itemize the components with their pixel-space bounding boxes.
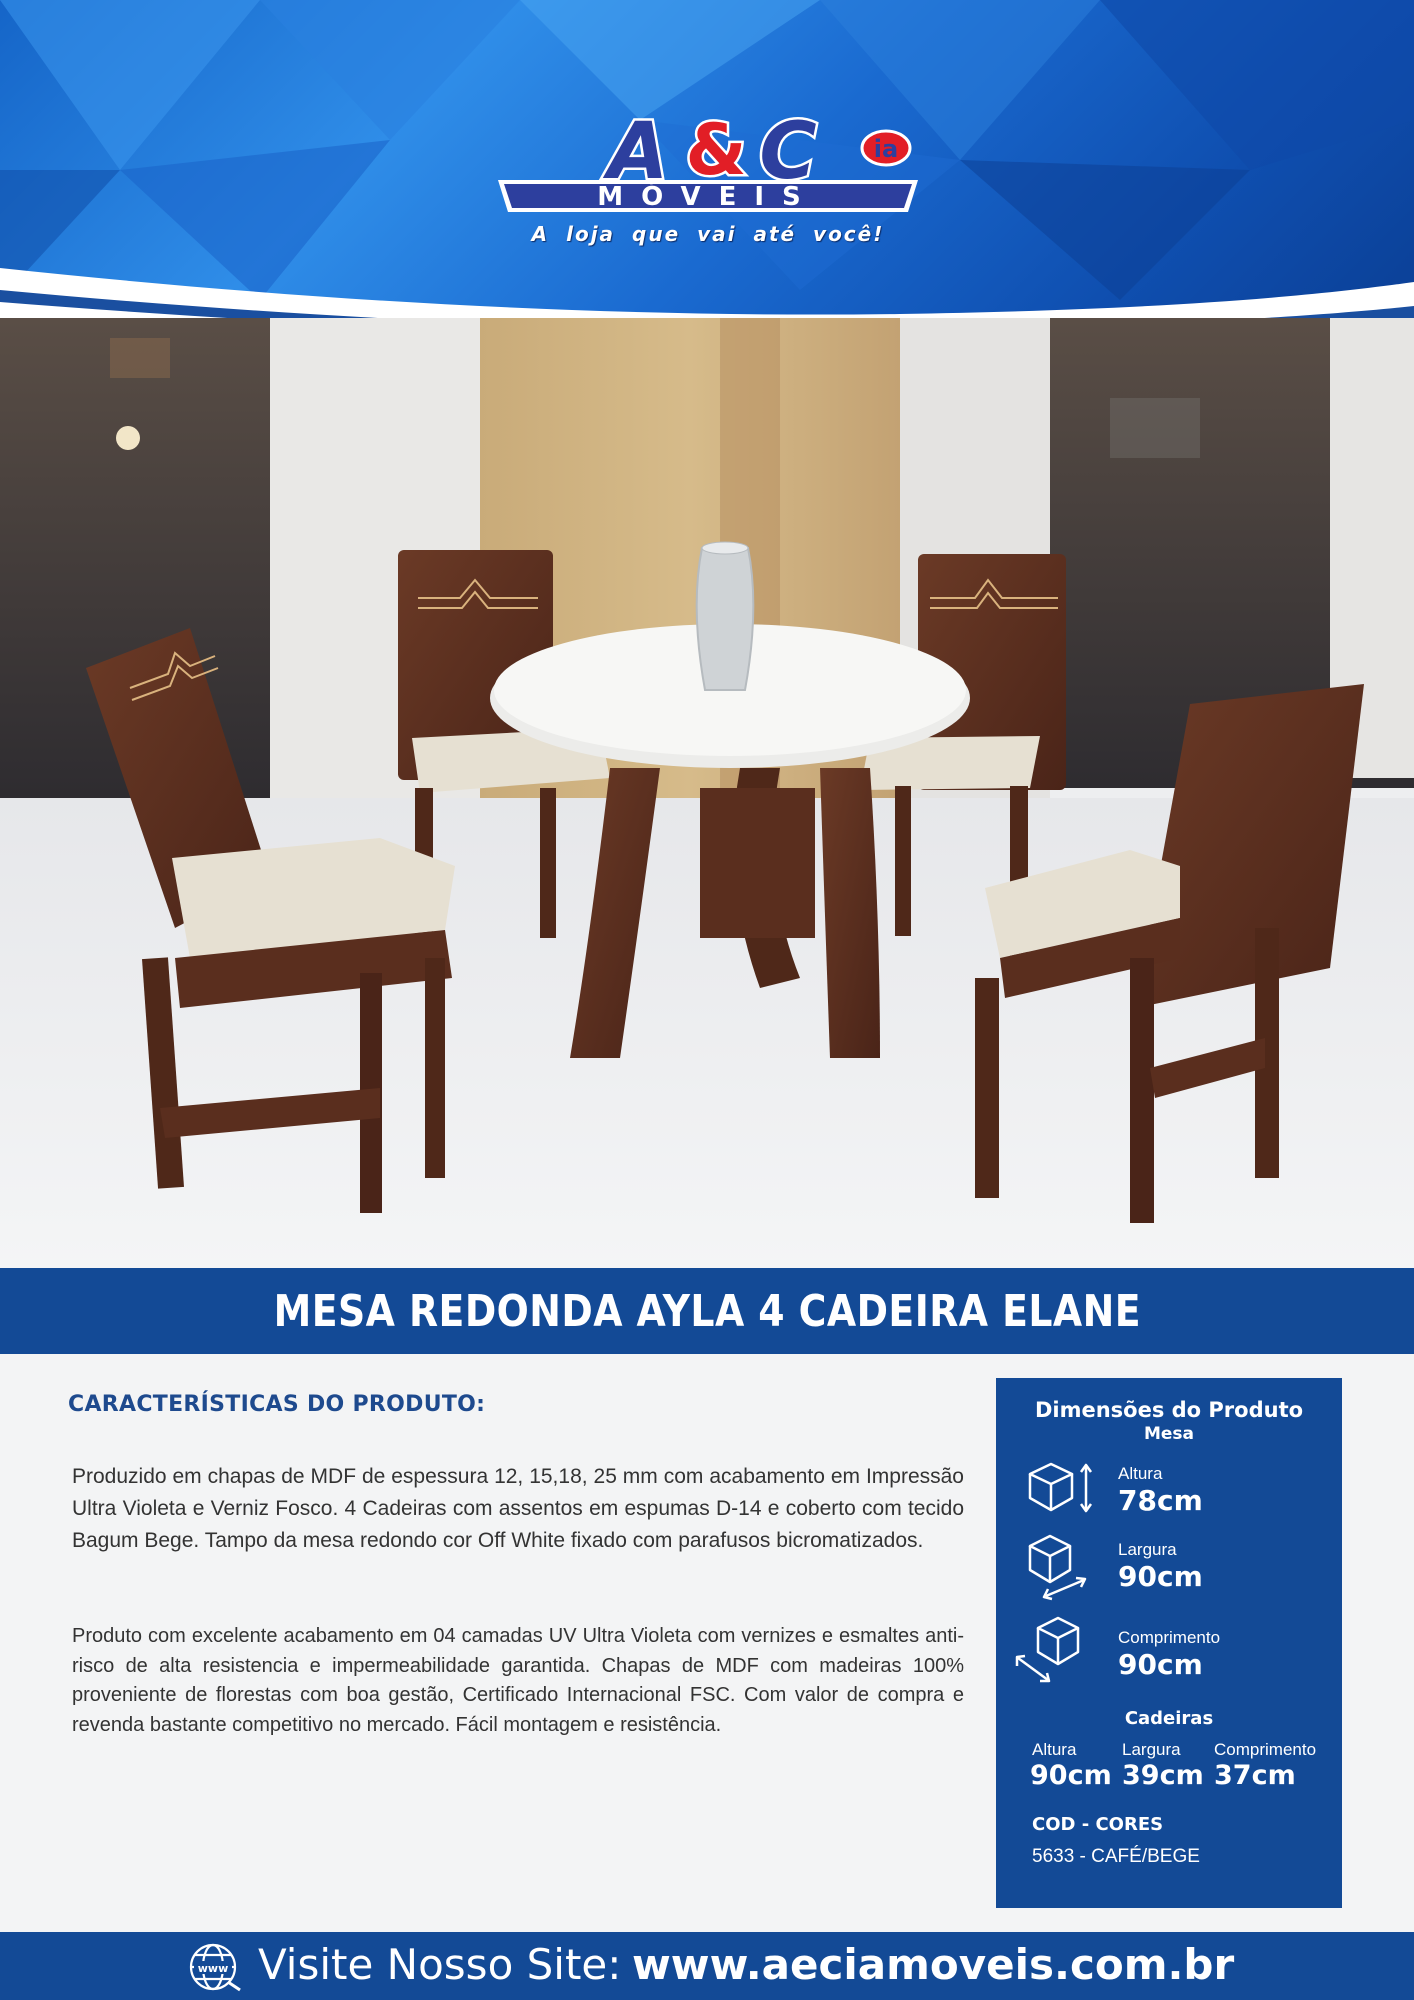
features-paragraph-1: Produzido em chapas de MDF de espessura 12, 15,18, 25 mm com acabamento em Impressão Ultra Violeta e Verniz Fosco. 4 Cadeiras com assentos em espumas D-14 e coberto com tecido Bagum Bege. Tampo da mesa redondo cor Off White fixado com parafusos bicromatizados. <box>72 1465 964 1552</box>
table-width-label: Largura <box>1118 1540 1177 1559</box>
chair-width-value: 39cm <box>1122 1760 1204 1791</box>
chair-width-label: Largura <box>1122 1740 1181 1759</box>
product-title: MESA REDONDA AYLA 4 CADEIRA ELANE <box>273 1285 1141 1337</box>
footer-label: Visite Nosso Site: <box>258 1940 622 1989</box>
cod-heading: COD - CORES <box>1032 1814 1164 1835</box>
svg-text:C: C <box>759 112 817 197</box>
table-length-value: 90cm <box>1118 1648 1203 1681</box>
cube-height-icon <box>1026 1458 1096 1518</box>
chair-length-value: 37cm <box>1214 1760 1296 1791</box>
features-paragraph-2: Produto com excelente acabamento em 04 camadas UV Ultra Violeta com vernizes e esmaltes anti-risco de alta resistencia e impermeabilidade garantida. Chapas de MDF com madeiras 100% proveniente de florestas com boa gestão, Certificado Internacional FSC. Com valor de compra e revenda bastante competitivo no mercado. Fácil montagem e resistência. <box>72 1625 964 1736</box>
globe-icon-label: www <box>197 1962 229 1975</box>
chair-height-value: 90cm <box>1030 1760 1112 1791</box>
chair-height-label: Altura <box>1032 1740 1077 1759</box>
table-height-value: 78cm <box>1118 1484 1203 1517</box>
chairs-heading: Cadeiras <box>1124 1708 1214 1729</box>
features-heading: CARACTERÍSTICAS DO PRODUTO: <box>68 1392 486 1417</box>
dimensions-panel <box>996 1378 1342 1908</box>
header-banner <box>0 0 1414 330</box>
table-heading: Mesa <box>1143 1424 1195 1444</box>
svg-text:ia: ia <box>873 135 899 163</box>
svg-text:&: & <box>685 112 747 191</box>
svg-text:MÓVEIS: MÓVEIS <box>597 182 819 212</box>
product-title-band <box>0 1268 1414 1354</box>
table-height-label: Altura <box>1118 1464 1163 1483</box>
footer-bar <box>0 1932 1414 2000</box>
table-width-value: 90cm <box>1118 1560 1203 1593</box>
product-photo <box>0 318 1414 1268</box>
cod-value: 5633 - CAFÉ/BEGE <box>1032 1846 1200 1867</box>
globe-icon <box>188 1942 242 1992</box>
cube-length-icon <box>1014 1614 1094 1686</box>
brand-tagline: A loja que vai até você! <box>531 222 885 246</box>
cube-width-icon <box>1022 1532 1092 1602</box>
website-link[interactable]: www.aeciamoveis.com.br <box>632 1940 1235 1989</box>
dimensions-heading: Dimensões do Produto <box>1034 1398 1304 1422</box>
table-length-label: Comprimento <box>1118 1628 1221 1647</box>
chair-length-label: Comprimento <box>1214 1740 1317 1759</box>
svg-text:A: A <box>607 112 669 197</box>
